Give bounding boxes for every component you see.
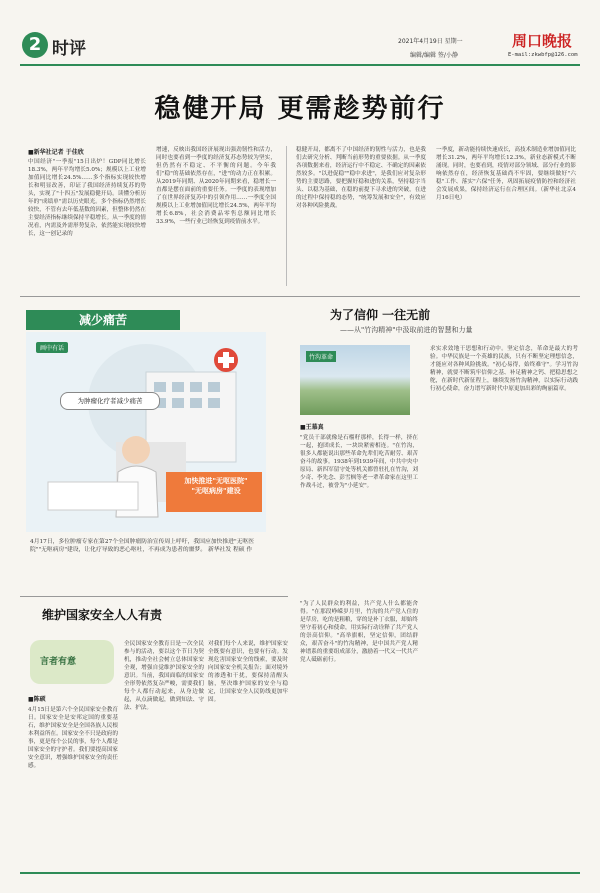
- security-title: 维护国家安全人人有责: [42, 608, 163, 622]
- security-col1: 4月15日是第六个全民国家安全教育日。国家安全是安邦定国的重要基石，维护国家安全是全国各族人民根本利益所在。国家安全不只是政府的事，更是每个公民的事，每个人都是国家安全的守护者。我们要提高国家安全意识，增强维护国家安全的责任感。: [28, 707, 118, 769]
- editor-line: 编辑/编辑 签/小静: [410, 52, 458, 59]
- article1-col4: 一季度，新动能持续快速成长，高技术制造业增加值同比增长31.2%，两年平均增长12.3%，新业态新模式不断涌现。同时，也要看到，疫情对部分领域、部分行业的影响依然存在，经济恢复基础尚不牢固，要继续做好"六稳"工作、落实"六保"任务，巩固拓展疫情防控和经济社会发展成果，保持经济运行在合理区间。（新华社北京4月16日电）: [436, 147, 576, 201]
- security-tag: 言者有意: [40, 657, 77, 667]
- photo-label: 竹沟革命: [306, 351, 336, 362]
- reduce-pain-illustration: [26, 332, 266, 532]
- main-headline: 稳健开局 更需趁势前行: [154, 94, 446, 124]
- faith-col3: 求实求效地干思想和行动中。坚定信念，革命是最大的考验。中华民族是一个英雄的民族，只有不断坚定理想信念，才能应对各种风险挑战。"初心易得，始终难守"。学习竹沟精神，就要不断筑牢信仰之基、补足精神之钙、把稳思想之舵，在新时代新征程上，继续发扬竹沟精神，以实际行动践行初心使命，奋力谱写新时代中原更加出彩的绚丽篇章。: [430, 346, 578, 392]
- page-number-badge: 2: [22, 32, 48, 58]
- security-col2: 全民国家安全教育日是一次全民参与的活动，要以这个节日为契机，推动全社会树立总体国家安全观，增强自觉维护国家安全的意识。当前，我国面临的国家安全形势依然复杂严峻，需要我们每个人都行动起来，从身边做起，从点滴做起，做到知法、守法、护法。: [124, 641, 204, 711]
- faith-subtitle: ——从"竹沟精神"中汲取前进的智慧和力量: [340, 326, 473, 334]
- hospital-illustration: [26, 332, 266, 532]
- security-byline: ■陈硕: [28, 696, 46, 703]
- faith-col1: "党员干部就像是石榴籽那样，长得一样，挤在一起，抱团成长，一块块紧密相连。"在竹沟，很多人都能说出那些革命先辈们吃苦耐劳、艰苦奋斗的故事。1938年到1939年间，中共中央中原局、新四军留守处等机关都曾驻扎在竹沟，刘少奇、李先念、彭雪枫等老一辈革命家在这里工作战斗过，被誉为"小延安"。: [300, 435, 418, 489]
- column-divider: [286, 146, 287, 286]
- security-col3: 对我们每个人来说，维护国家安全既要有意识，也要有行动。发现危害国家安全的线索，要及时向国家安全机关报告；面对境外的渗透和干扰，要保持清醒头脑，坚决维护国家的安全与稳定，让国家安全人民防线更加牢固。: [208, 641, 288, 703]
- section-title: 时评: [52, 39, 86, 59]
- article1-byline: ■新华社记者 于佳欣: [28, 149, 84, 156]
- placard-line2: "无呕病房"建设: [191, 487, 241, 495]
- faith-byline: ■王慕真: [300, 424, 324, 431]
- email-line: E-mail:zkwbfp@126.com: [508, 52, 578, 58]
- zhugou-photo: [300, 345, 410, 415]
- date-line: 2021年4月19日 星期一: [398, 38, 463, 45]
- footer-rule: [20, 872, 580, 874]
- reduce-pain-caption: 4月17日，多位肿瘤专家在第27个全国肿瘤防治宣传周上呼吁，我国应加快推进"无呕医院""无呕病房"建设，让化疗导致的恶心呕吐，不再成为患者的噩梦。 新华社发 程硕 作: [30, 539, 254, 553]
- header-rule: [20, 64, 580, 66]
- article1-col1: 中国经济"一季报"15日出炉！GDP同比增长18.3%，两年平均增长5.0%；规模以上工业增加值同比增长24.5%……多个指标实现较快增长和明显改善，印证了我国经济持续复苏的势头，实现了"十四五"发展稳健开局。读懂分析历年的"成绩单"需以历史眼光。多个指标仍然增长较快，不管有去年低基数的因素，但整体仍然在主要经济指标继续保持平稳增长。从一季度的情况看，内需及外需形势复杂，依然能实现较快增长，这一创记录的: [28, 159, 146, 237]
- faith-title: 为了信仰 一往无前: [330, 308, 431, 322]
- article1-col2: 增速，反映出我国经济展现出强劲韧性和活力，同时也要看到一季度的经济复苏态势较为坚实，但仍然有不稳定、不平衡的问题。今年我们"稳"的基础依然存在，"进"的动力正在积累。从2019年同期、从2020年同期来看，稳增长一直都是摆在面前的重要任务。一季度的表现增加了在世界经济复苏中的引领作用……一季度全国规模以上工业增加值同比增长24.5%，两年平均增长6.8%，社会消费品零售总额同比增长33.9%，一些行业已经恢复到疫情前水平。: [156, 147, 276, 225]
- placard-line1: 加快推进"无呕医院": [184, 477, 248, 485]
- placard-text: [170, 476, 262, 496]
- speech-badge: [30, 640, 114, 684]
- reduce-pain-tag: 画中有话: [36, 342, 68, 353]
- speech-bubble: 为肿瘤化疗者减少痛苦: [60, 392, 160, 410]
- reduce-pain-banner: 减少痛苦: [26, 310, 180, 330]
- article1-col3: 稳健开局，都离不了中国经济的韧性与活力，也是我们去研究分析、判断当前形势的重要依据。从一季度各项数据来看，经济运行中不稳定、不确定的因素依然较多。"以进促稳""稳中求进"，是我们应对复杂形势的主要思路，要把握好稳和进的关系，坚持稳字当头、以稳为基础，在稳的前提下寻求进的突破，在进的过程中保持稳的态势，"统筹发展和安全"，有效应对各种风险挑战。: [296, 147, 426, 209]
- section-divider-2: [20, 596, 288, 597]
- newspaper-logo: 周口晚报: [512, 32, 573, 50]
- section-divider: [20, 296, 580, 297]
- faith-col2: "为了人民群众的利益，共产党人什么都能舍得。"在那段峥嵘岁月里，竹沟的共产党人住的是草房，吃的是粗粮，穿的是补丁衣服，却始终坚守着初心和使命，用实际行动诠释了共产党人的崇高信仰。"高举旗帜，坚定信仰，团结群众，艰苦奋斗"的竹沟精神，是中国共产党人精神谱系的重要组成部分，激励着一代又一代共产党人砥砺前行。: [300, 601, 418, 663]
